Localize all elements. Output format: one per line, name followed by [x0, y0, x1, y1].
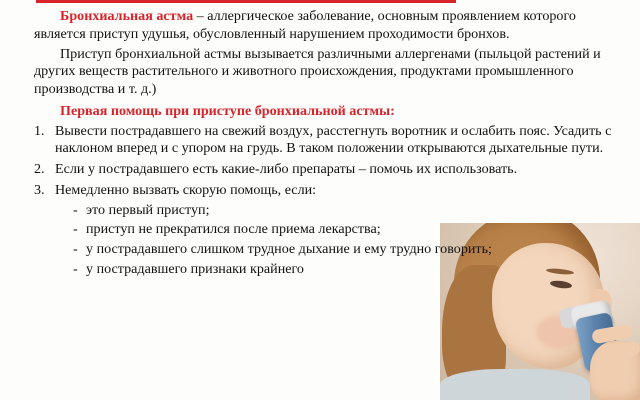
shirt-shape: [440, 369, 590, 400]
list-item: [34, 123, 614, 159]
step-text: Если у пострадавшего есть какие-либо препараты – помочь их использовать.: [55, 161, 518, 177]
section-heading: Первая помощь при приступе бронхиальной астмы:: [60, 102, 395, 119]
disease-term: Бронхиальная астма: [60, 8, 194, 24]
dash-bullet-icon: -: [73, 260, 78, 277]
condition-text: у пострадавшего слишком трудное дыхание и ему трудно говорить;: [86, 241, 492, 257]
top-red-rule: [36, 0, 456, 3]
condition-text: это первый приступ;: [86, 201, 210, 218]
step-text: Вывести пострадавшего на свежий воздух, расстегнуть воротник и ослабить пояс. Усадить с наклоном вперед и с упором на грудь. В таком положении открываются дыхательные пути.: [55, 122, 612, 157]
first-aid-steps-list: [34, 123, 614, 279]
cause-paragraph: Приступ бронхиальной астмы вызывается различными аллергенами (пыльцой растений и других веществ растительного и животного происхождения, продуктами промышленного производства и т. д.): [34, 45, 601, 97]
step-number: 1.: [34, 122, 45, 139]
list-item: [55, 261, 614, 279]
intro-paragraph: [34, 8, 614, 44]
dash-bullet-icon: -: [73, 241, 78, 257]
condition-text: приступ не прекратился после приема лекарства;: [86, 221, 381, 238]
step-number: 2.: [34, 161, 45, 177]
step-number: 3.: [34, 181, 45, 198]
list-item: [55, 241, 614, 259]
condition-text: у пострадавшего признаки крайнего: [86, 260, 304, 277]
list-item: [34, 161, 614, 179]
step-text: Немедленно вызвать скорую помощь, если:: [55, 181, 317, 198]
list-item: [34, 182, 614, 279]
dash-bullet-icon: -: [73, 221, 78, 238]
list-item: [55, 202, 614, 220]
intro-rest-text: – аллергическое заболевание, основным проявлением которого является приступ удушья, обусловленный нарушением проходимости бронхов.: [34, 8, 576, 42]
dash-bullet-icon: -: [73, 201, 78, 218]
document-content: [34, 8, 614, 282]
emergency-conditions-list: [55, 202, 614, 279]
list-item: [55, 221, 614, 239]
